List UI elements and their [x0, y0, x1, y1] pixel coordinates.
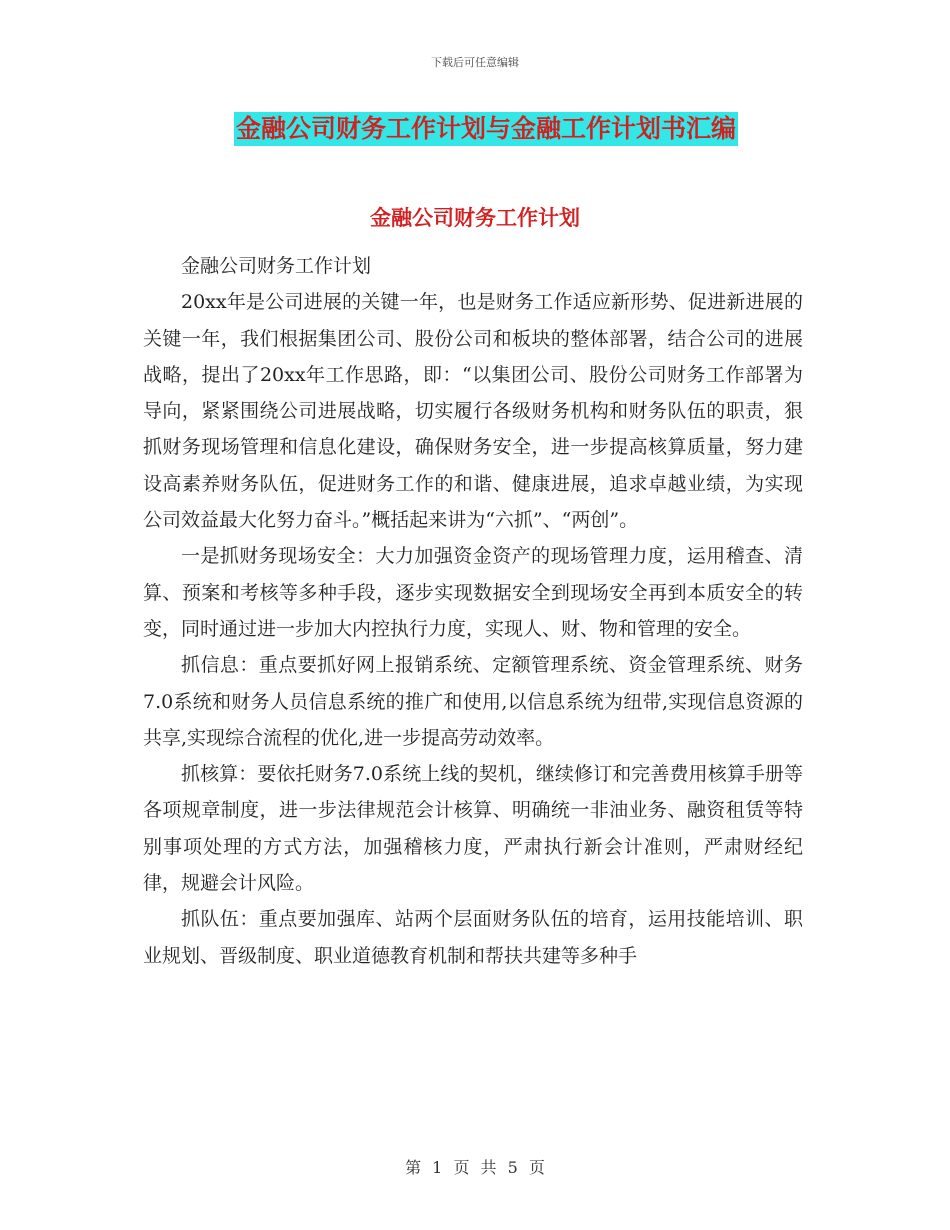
paragraph: 一是抓财务现场安全：大力加强资金资产的现场管理力度，运用稽查、清算、预案和考核等多种手段，逐步实现数据安全到现场安全再到本质安全的转变，同时通过进一步加大内控执行力度，实现人、财、物和管理的安全。: [143, 545, 803, 640]
document-body: [143, 248, 803, 974]
paragraph: 抓队伍：重点要加强库、站两个层面财务队伍的培育，运用技能培训、职业规划、晋级制度、职业道德教育机制和帮扶共建等多种手: [143, 908, 803, 967]
paragraph: 金融公司财务工作计划: [181, 255, 372, 277]
document-title: 金融公司财务工作计划与金融工作计划书汇编: [234, 112, 738, 146]
header-note: 下载后可任意编辑: [431, 56, 519, 69]
paragraph: 20xx年是公司进展的关键一年，也是财务工作适应新形势、促进新进展的关键一年，我们根据集团公司、股份公司和板块的整体部署，结合公司的进展战略，提出了20xx年工作思路，即：“以集团公司、股份公司财务工作部署为导向，紧紧围绕公司进展战略，切实履行各级财务机构和财务队伍的职责，狠抓财务现场管理和信息化建设，确保财务安全，进一步提高核算质量，努力建设高素养财务队伍，促进财务工作的和谐、健康进展，追求卓越业绩，为实现公司效益最大化努力奋斗。”概括起来讲为“六抓”、“两创”。: [143, 291, 803, 532]
page-number-footer: 第 1 页 共 5 页: [405, 1158, 545, 1177]
paragraph: 抓信息：重点要抓好网上报销系统、定额管理系统、资金管理系统、财务7.0系统和财务人员信息系统的推广和使用,以信息系统为纽带,实现信息资源的共享,实现综合流程的优化,进一步提高劳动效率。: [143, 654, 803, 749]
section-title: 金融公司财务工作计划: [370, 205, 580, 230]
paragraph: 抓核算：要依托财务7.0系统上线的契机，继续修订和完善费用核算手册等各项规章制度，进一步法律规范会计核算、明确统一非油业务、融资租赁等特别事项处理的方式方法，加强稽核力度，严肃执行新会计准则，严肃财经纪律，规避会计风险。: [143, 763, 803, 895]
